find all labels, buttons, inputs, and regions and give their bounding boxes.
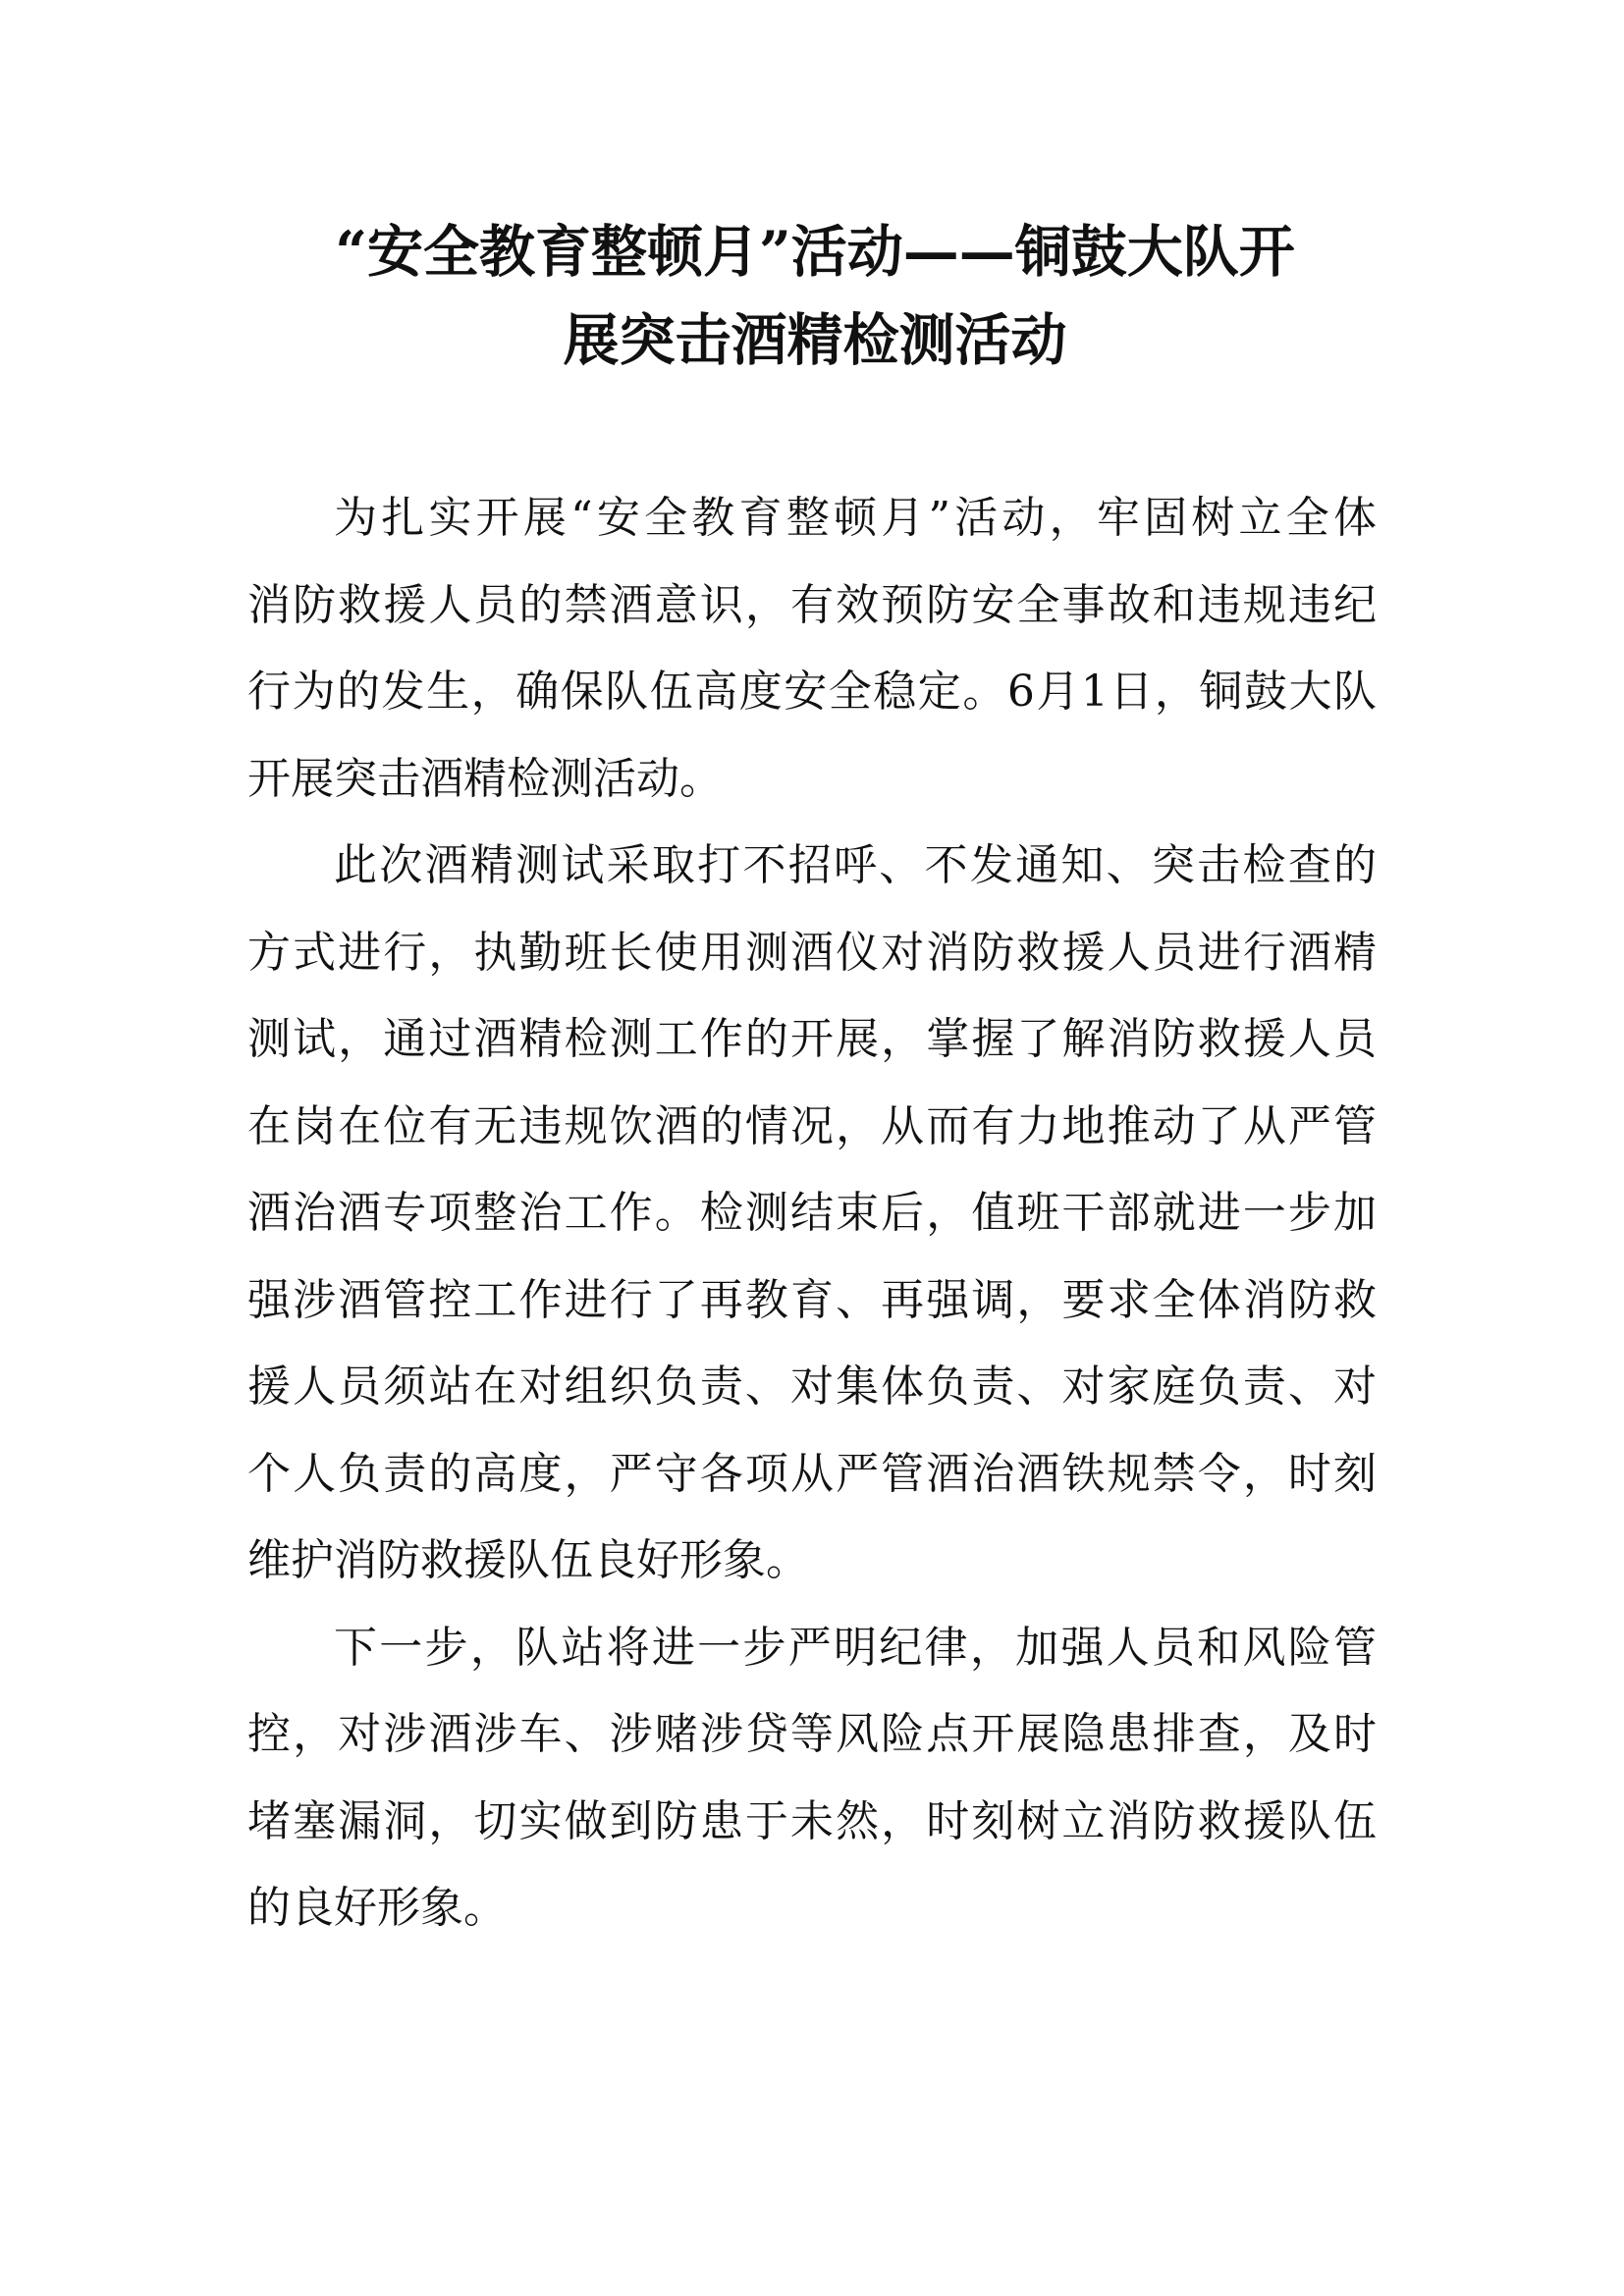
title-line-1: “安全教育整顿月”活动——铜鼓大队开	[335, 219, 1295, 285]
paragraph-line: 强涉酒管控工作进行了再教育、再强调，要求全体消防救	[247, 1274, 1377, 1325]
paragraph-line: 维护消防救援队伍良好形象。	[247, 1535, 809, 1585]
title-line-2: 展突击酒精检测活动	[563, 307, 1067, 373]
paragraph-line: 方式进行，执勤班长使用测酒仪对消防救援人员进行酒精	[247, 927, 1377, 978]
paragraph-line: 为扎实开展“安全教育整顿月”活动，牢固树立全体	[334, 493, 1377, 543]
paragraph-line: 下一步，队站将进一步严明纪律，加强人员和风险管	[334, 1622, 1377, 1673]
document-title	[236, 208, 1394, 385]
paragraph-line: 行为的发生，确保队伍高度安全稳定。6月1日，铜鼓大队	[247, 667, 1377, 717]
paragraph-line: 控，对涉酒涉车、涉赌涉贷等风险点开展隐患排查，及时	[247, 1709, 1377, 1759]
paragraph-line: 在岗在位有无违规饮酒的情况，从而有力地推动了从严管	[247, 1100, 1377, 1151]
paragraph-line: 堵塞漏洞，切实做到防患于未然，时刻树立消防救援队伍	[247, 1795, 1377, 1846]
paragraph-line: 的良好形象。	[247, 1883, 507, 1933]
paragraph-2	[247, 823, 1377, 1605]
paragraph-line: 消防救援人员的禁酒意识，有效预防安全事故和违规违纪	[247, 579, 1377, 630]
paragraph-line: 测试，通过酒精检测工作的开展，掌握了解消防救援人员	[247, 1014, 1377, 1064]
paragraph-3	[247, 1605, 1377, 1952]
paragraph-line: 此次酒精测试采取打不招呼、不发通知、突击检查的	[334, 840, 1377, 890]
paragraph-line: 援人员须站在对组织负责、对集体负责、对家庭负责、对	[247, 1362, 1377, 1412]
paragraph-1	[247, 475, 1377, 823]
paragraph-line: 个人负责的高度，严守各项从严管酒治酒铁规禁令，时刻	[247, 1448, 1377, 1499]
paragraph-line: 开展突击酒精检测活动。	[247, 753, 723, 804]
document-body	[247, 475, 1377, 1952]
paragraph-line: 酒治酒专项整治工作。检测结束后，值班干部就进一步加	[247, 1188, 1377, 1238]
